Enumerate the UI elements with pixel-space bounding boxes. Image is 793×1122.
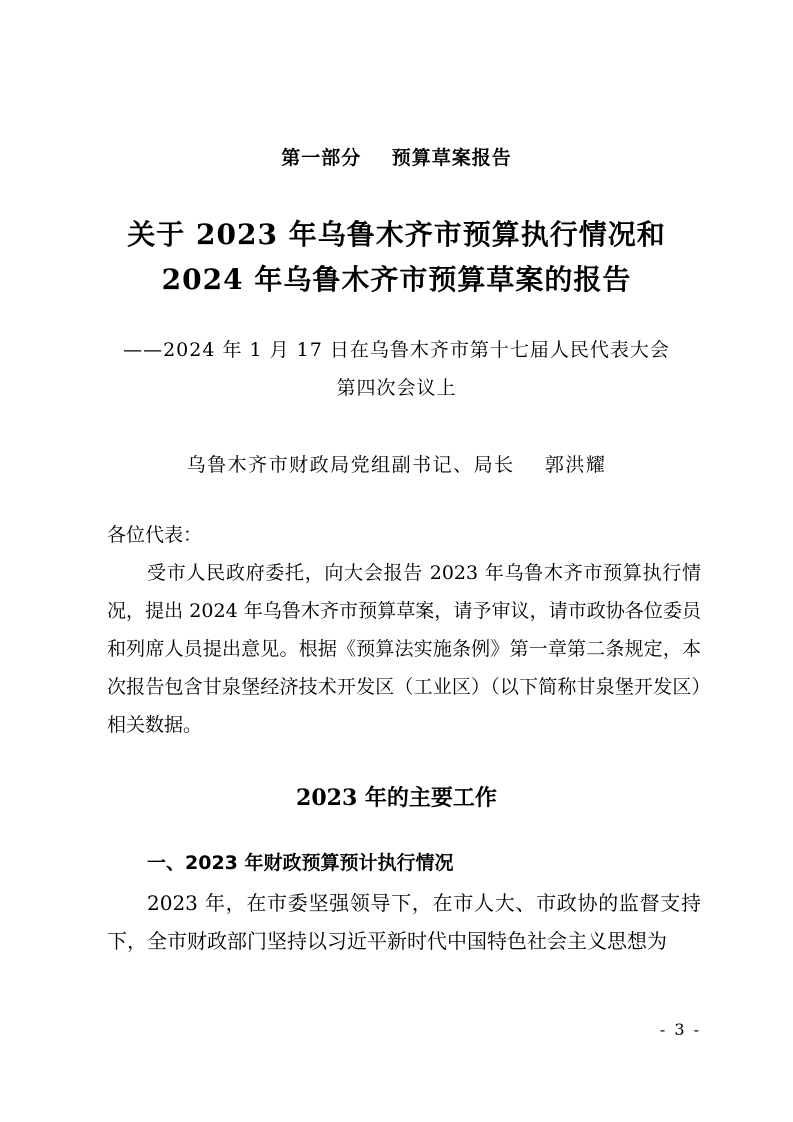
meeting-subtitle-line-1: ——2024 年 1 月 17 日在乌鲁木齐市第十七届人民代表大会 [123,339,670,361]
page-number: - 3 - [659,1020,701,1039]
part-title: 第一部分 预算草案报告 [281,147,512,169]
meeting-subtitle-line-2: 第四次会议上 [336,377,457,399]
report-title-line-2: 2024 年乌鲁木齐市预算草案的报告 [161,263,632,296]
report-title-line-1: 关于 2023 年乌鲁木齐市预算执行情况和 [127,218,666,251]
salutation: 各位代表： [107,524,203,546]
intro-paragraph: 受市人民政府委托，向大会报告 2023 年乌鲁木齐市预算执行情况，提出 2024 年乌鲁木齐市预算草案，请予审议，请市政协各位委员和列席人员提出意见。根据《预算法实施条例》第一章第二条规定，本次报告包含甘泉堡经济技术开发区（工业区）（以下简称甘泉堡开发区）相关数据。 [107,562,701,736]
section-title: 2023 年的主要工作 [296,785,497,811]
author-line: 乌鲁木齐市财政局党组副书记、局长 郭洪耀 [186,454,607,476]
sub-heading: 一、2023 年财政预算预计执行情况 [147,852,454,874]
body-paragraph: 2023 年，在市委坚强领导下，在市人大、市政协的监督支持下，全市财政部门坚持以习近平新时代中国特色社会主义思想为 [107,891,701,953]
